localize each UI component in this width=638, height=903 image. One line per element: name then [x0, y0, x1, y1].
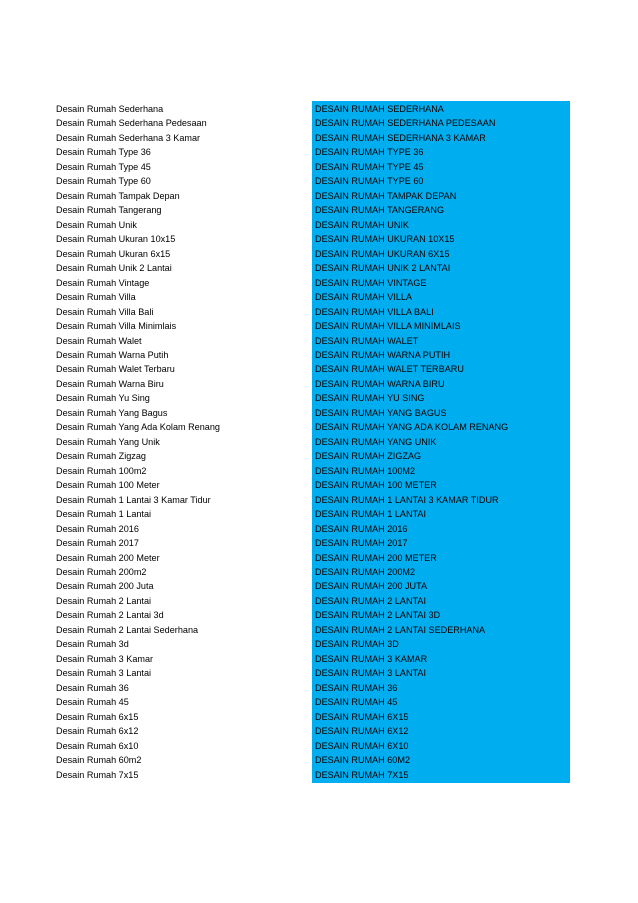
keyword-row: Desain Rumah Sederhana Pedesaan [56, 118, 207, 129]
keyword-row: Desain Rumah 3 Kamar [56, 653, 154, 664]
keyword-row-uppercase: DESAIN RUMAH WALET [315, 335, 419, 346]
keyword-row-uppercase: DESAIN RUMAH UNIK 2 LANTAI [315, 263, 451, 274]
keyword-row: Desain Rumah Yang Ada Kolam Renang [56, 422, 220, 433]
keyword-row-uppercase: DESAIN RUMAH 100M2 [315, 465, 416, 476]
keyword-row-uppercase: DESAIN RUMAH 2016 [315, 523, 408, 534]
keyword-row: Desain Rumah Yu Sing [56, 393, 150, 404]
keyword-row: Desain Rumah Warna Putih [56, 349, 169, 360]
keyword-row: Desain Rumah 6x15 [56, 711, 139, 722]
keyword-row-uppercase: DESAIN RUMAH YU SING [315, 393, 425, 404]
keyword-row-uppercase: DESAIN RUMAH 3 LANTAI [315, 668, 426, 679]
keyword-row-uppercase: DESAIN RUMAH 60M2 [315, 755, 411, 766]
keyword-row-uppercase: DESAIN RUMAH TYPE 45 [315, 161, 424, 172]
keyword-row: Desain Rumah Sederhana 3 Kamar [56, 132, 201, 143]
keyword-row-uppercase: DESAIN RUMAH TYPE 60 [315, 176, 424, 187]
keyword-row-uppercase: DESAIN RUMAH 1 LANTAI [315, 509, 426, 520]
keyword-row-uppercase: DESAIN RUMAH UKURAN 6X15 [315, 248, 450, 259]
keyword-row: Desain Rumah 45 [56, 697, 129, 708]
keyword-row-uppercase: DESAIN RUMAH 7X15 [315, 769, 409, 780]
keyword-row-uppercase: DESAIN RUMAH WARNA PUTIH [315, 349, 451, 360]
keyword-row: Desain Rumah Ukuran 10x15 [56, 234, 176, 245]
keyword-row-uppercase: DESAIN RUMAH 100 METER [315, 480, 437, 491]
keyword-list-titlecase [56, 102, 296, 782]
keyword-row: Desain Rumah Type 45 [56, 161, 151, 172]
keyword-row: Desain Rumah Zigzag [56, 451, 146, 462]
keyword-row-uppercase: DESAIN RUMAH 2 LANTAI 3D [315, 610, 441, 621]
keyword-list-uppercase-highlighted [312, 101, 570, 783]
keyword-row: Desain Rumah 100m2 [56, 465, 147, 476]
keyword-row-uppercase: DESAIN RUMAH SEDERHANA PEDESAAN [315, 118, 496, 129]
keyword-row: Desain Rumah Tampak Depan [56, 190, 180, 201]
keyword-row-uppercase: DESAIN RUMAH UNIK [315, 219, 409, 230]
keyword-row-uppercase: DESAIN RUMAH VINTAGE [315, 277, 427, 288]
keyword-row: Desain Rumah Warna Biru [56, 378, 164, 389]
keyword-row-uppercase: DESAIN RUMAH TYPE 36 [315, 147, 424, 158]
keyword-row: Desain Rumah 3 Lantai [56, 668, 152, 679]
keyword-row: Desain Rumah 200 Meter [56, 552, 160, 563]
keyword-row: Desain Rumah 6x12 [56, 726, 139, 737]
keyword-row-uppercase: DESAIN RUMAH TAMPAK DEPAN [315, 190, 457, 201]
keyword-row: Desain Rumah 3d [56, 639, 129, 650]
keyword-row: Desain Rumah 100 Meter [56, 480, 160, 491]
keyword-row-uppercase: DESAIN RUMAH 2 LANTAI SEDERHANA [315, 624, 486, 635]
keyword-row-uppercase: DESAIN RUMAH 2 LANTAI [315, 595, 426, 606]
keyword-row-uppercase: DESAIN RUMAH 6X15 [315, 711, 409, 722]
keyword-row-uppercase: DESAIN RUMAH TANGERANG [315, 205, 445, 216]
keyword-row: Desain Rumah 2 Lantai Sederhana [56, 624, 199, 635]
keyword-row-uppercase: DESAIN RUMAH 200 METER [315, 552, 437, 563]
keyword-row-uppercase: DESAIN RUMAH YANG BAGUS [315, 407, 447, 418]
keyword-row: Desain Rumah 2 Lantai 3d [56, 610, 164, 621]
keyword-row: Desain Rumah Villa Bali [56, 306, 154, 317]
keyword-row: Desain Rumah Vintage [56, 277, 150, 288]
keyword-row: Desain Rumah Sederhana [56, 104, 164, 114]
keyword-row-uppercase: DESAIN RUMAH VILLA BALI [315, 306, 434, 317]
keyword-row: Desain Rumah 1 Lantai [56, 509, 152, 520]
keyword-row-uppercase: DESAIN RUMAH 1 LANTAI 3 KAMAR TIDUR [315, 494, 499, 505]
keyword-row: Desain Rumah 2 Lantai [56, 595, 152, 606]
keyword-row-uppercase: DESAIN RUMAH 200M2 [315, 567, 416, 577]
keyword-row-uppercase: DESAIN RUMAH YANG UNIK [315, 436, 437, 447]
keyword-row-uppercase: DESAIN RUMAH 200 JUTA [315, 581, 428, 592]
keyword-row-uppercase: DESAIN RUMAH 6X12 [315, 726, 409, 737]
keyword-row: Desain Rumah Type 60 [56, 176, 151, 187]
keyword-row: Desain Rumah 1 Lantai 3 Kamar Tidur [56, 494, 211, 505]
keyword-row-uppercase: DESAIN RUMAH VILLA MINIMLAIS [315, 321, 461, 332]
keyword-row: Desain Rumah 2016 [56, 523, 139, 534]
keyword-row: Desain Rumah 36 [56, 682, 129, 693]
keyword-row: Desain Rumah Walet [56, 335, 142, 346]
keyword-row: Desain Rumah 200m2 [56, 567, 147, 577]
keyword-row-uppercase: DESAIN RUMAH 45 [315, 697, 398, 708]
keyword-row: Desain Rumah Ukuran 6x15 [56, 248, 171, 259]
keyword-row: Desain Rumah 60m2 [56, 755, 142, 766]
keyword-row-uppercase: DESAIN RUMAH SEDERHANA 3 KAMAR [315, 132, 486, 143]
keyword-row-uppercase: DESAIN RUMAH 6X10 [315, 740, 409, 751]
keyword-row: Desain Rumah Yang Unik [56, 436, 160, 447]
keyword-row: Desain Rumah Tangerang [56, 205, 162, 216]
keyword-row: Desain Rumah Unik 2 Lantai [56, 263, 172, 274]
keyword-row-uppercase: DESAIN RUMAH 2017 [315, 538, 408, 549]
keyword-row: Desain Rumah 7x15 [56, 769, 139, 780]
keyword-row-uppercase: DESAIN RUMAH 3D [315, 639, 399, 650]
keyword-row-uppercase: DESAIN RUMAH YANG ADA KOLAM RENANG [315, 422, 509, 433]
keyword-row-uppercase: DESAIN RUMAH 3 KAMAR [315, 653, 428, 664]
keyword-row-uppercase: DESAIN RUMAH 36 [315, 682, 398, 693]
keyword-row-uppercase: DESAIN RUMAH ZIGZAG [315, 451, 422, 462]
keyword-row-uppercase: DESAIN RUMAH WARNA BIRU [315, 378, 445, 389]
keyword-row: Desain Rumah 2017 [56, 538, 139, 549]
keyword-row: Desain Rumah Unik [56, 219, 137, 230]
keyword-row: Desain Rumah Yang Bagus [56, 407, 168, 418]
keyword-row-uppercase: DESAIN RUMAH SEDERHANA [315, 104, 444, 114]
keyword-row: Desain Rumah Type 36 [56, 147, 151, 158]
keyword-row: Desain Rumah Walet Terbaru [56, 364, 175, 375]
keyword-row-uppercase: DESAIN RUMAH UKURAN 10X15 [315, 234, 455, 245]
keyword-row-uppercase: DESAIN RUMAH VILLA [315, 292, 413, 303]
keyword-row: Desain Rumah 6x10 [56, 740, 139, 751]
keyword-row: Desain Rumah 200 Juta [56, 581, 154, 592]
keyword-row: Desain Rumah Villa [56, 292, 136, 303]
keyword-row: Desain Rumah Villa Minimlais [56, 321, 177, 332]
keyword-row-uppercase: DESAIN RUMAH WALET TERBARU [315, 364, 464, 375]
